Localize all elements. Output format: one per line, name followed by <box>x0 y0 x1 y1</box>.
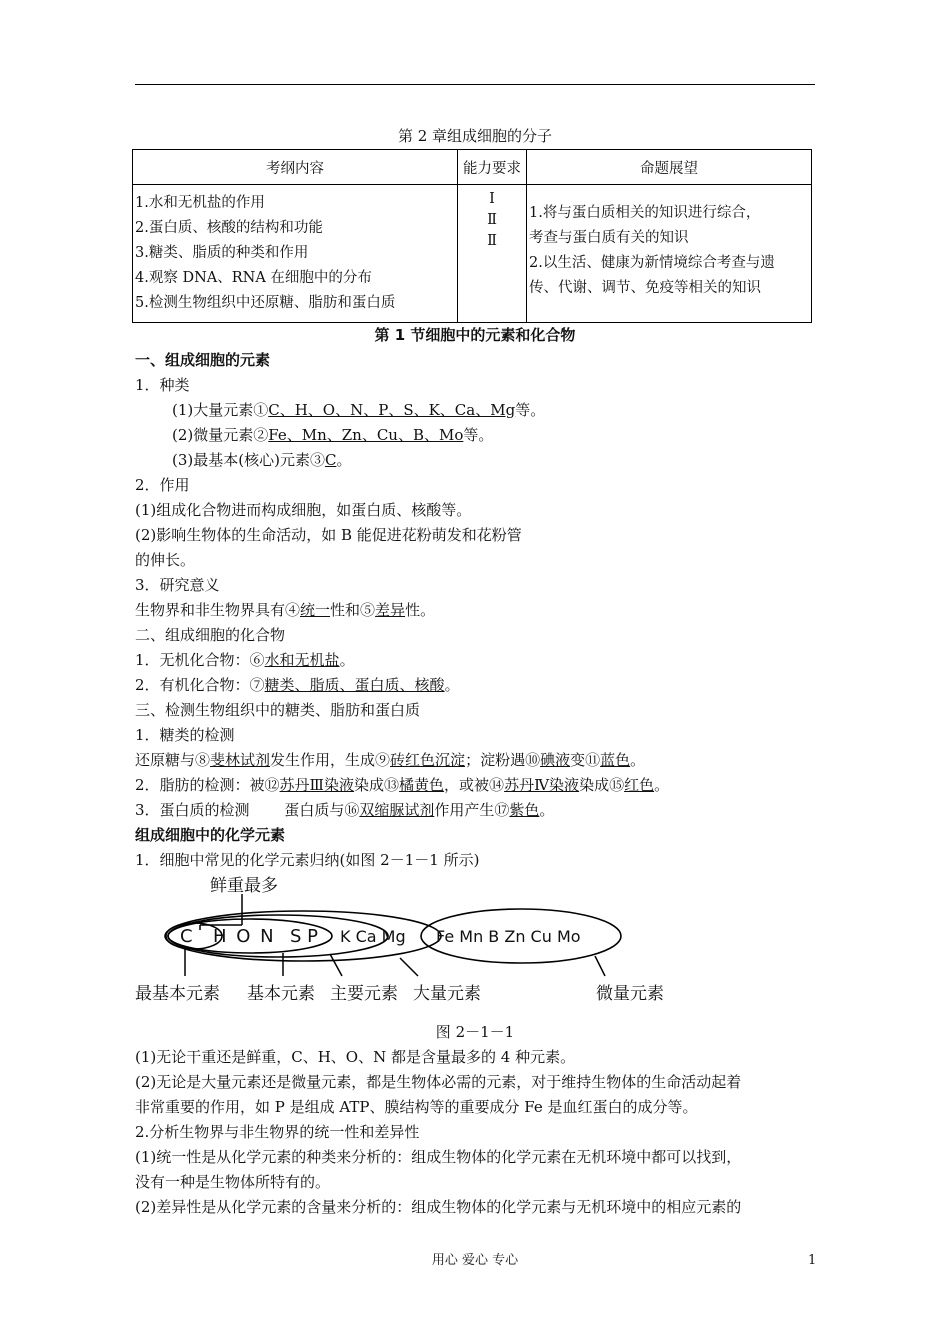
organic-line: 2．有机化合物：⑦糖类、脂质、蛋白质、核酸。 <box>135 676 460 694</box>
summary-intro: 1．细胞中常见的化学元素归纳(如图 2－1－1 所示) <box>135 851 480 869</box>
fresh-weight-label: 鲜重最多 <box>210 876 278 896</box>
biuret-answer: 双缩脲试剂 <box>359 801 435 819</box>
syllabus-table <box>132 149 812 323</box>
label-main: 主要元素 <box>330 984 398 1004</box>
syllabus-content-cell <box>133 185 458 323</box>
blue-answer: 蓝色 <box>600 751 631 769</box>
pointer-macro <box>400 958 418 976</box>
syllabus-level-cell <box>458 185 527 323</box>
label-macro: 大量元素 <box>413 984 481 1004</box>
macro-elements-answer: C、H、O、N、P、S、K、Ca、Mg <box>268 401 516 419</box>
footer-text: 用心 爱心 专心 <box>431 1253 519 1268</box>
element-c: C <box>180 926 193 947</box>
label-most-basic: 最基本元素 <box>135 984 220 1004</box>
protein-test-line: 3．蛋白质的检测 蛋白质与⑯双缩脲试剂作用产生⑰紫色。 <box>135 801 555 819</box>
figure-caption: 图 2－1－1 <box>435 1023 515 1041</box>
basic-element-answer: C <box>324 451 337 469</box>
part2-heading: 二、组成细胞的化合物 <box>135 626 286 644</box>
inorganic-answer: 水和无机盐 <box>264 651 340 669</box>
unity-answer: 统一 <box>300 601 331 619</box>
role-2a: (2)影响生物体的生命活动，如 B 能促进花粉萌发和花粉管 <box>135 526 522 544</box>
brick-red-answer: 砖红色沉淀 <box>390 751 466 769</box>
part3-heading: 三、检测生物组织中的糖类、脂肪和蛋白质 <box>135 701 421 719</box>
purple-answer: 紫色 <box>509 801 540 819</box>
note-2a: (2)无论是大量元素还是微量元素，都是生物体必需的元素，对于维持生物体的生命活动起着 <box>135 1073 742 1091</box>
syllabus-header-row <box>133 150 812 185</box>
section-2-title: 2.分析生物界与非生物界的统一性和差异性 <box>135 1123 420 1141</box>
content-item: 2.蛋白质、核酸的结构和功能 <box>135 220 323 236</box>
note-2b: 非常重要的作用，如 P 是组成 ATP、膜结构等的重要成分 Fe 是血红蛋白的成分等。 <box>135 1098 698 1116</box>
micro-elements-answer: Fe、Mn、Zn、Cu、B、Mo <box>268 426 464 444</box>
sudan4-answer: 苏丹Ⅳ染液 <box>504 776 580 794</box>
page-number: 1 <box>808 1253 817 1268</box>
basic-element-line: (3)最基本(核心)元素③C。 <box>172 451 352 469</box>
kinds-label: 1．种类 <box>135 376 190 394</box>
iodine-answer: 碘液 <box>540 751 571 769</box>
pointer-micro <box>595 956 605 976</box>
role-1: (1)组成化合物进而构成细胞，如蛋白质、核酸等。 <box>135 501 472 519</box>
note-1: (1)无论干重还是鲜重，C、H、O、N 都是含量最多的 4 种元素。 <box>135 1048 576 1066</box>
sugar-test-line: 还原糖与⑧斐林试剂发生作用，生成⑨砖红色沉淀；淀粉遇⑩碘液变⑪蓝色。 <box>135 751 646 769</box>
chapter-title: 第 2 章组成细胞的分子 <box>397 127 553 145</box>
outlook-item: 2.以生活、健康为新情境综合考查与遗 <box>529 255 775 271</box>
content-item: 1.水和无机盐的作用 <box>135 195 265 211</box>
outlook-item: 考查与蛋白质有关的知识 <box>529 230 689 246</box>
pointer-main <box>330 954 342 976</box>
element-micro-set: Fe Mn B Zn Cu Mo <box>436 927 581 946</box>
sugar-label: 1．糖类的检测 <box>135 726 235 744</box>
outlook-item: 传、代谢、调节、免疫等相关的知识 <box>529 280 761 296</box>
meaning-label: 3．研究意义 <box>135 576 220 594</box>
section-title: 第 1 节细胞中的元素和化合物 <box>374 326 576 344</box>
label-basic: 基本元素 <box>247 984 315 1004</box>
unity-1b: 没有一种是生物体所特有的。 <box>135 1173 331 1191</box>
meaning-line: 生物界和非生物界具有④统一性和⑤差异性。 <box>135 601 436 619</box>
elements-heading: 组成细胞中的化学元素 <box>135 826 286 844</box>
part1-heading: 一、组成细胞的元素 <box>135 351 271 369</box>
inorganic-line: 1．无机化合物：⑥水和无机盐。 <box>135 651 355 669</box>
header-rule <box>135 84 815 85</box>
outlook-item: 1.将与蛋白质相关的知识进行综合， <box>529 205 761 221</box>
label-micro: 微量元素 <box>596 984 664 1004</box>
content-item: 4.观察 DNA、RNA 在细胞中的分布 <box>135 270 372 286</box>
header-content: 考纲内容 <box>133 150 458 185</box>
content-item: 3.糖类、脂质的种类和作用 <box>135 245 309 261</box>
syllabus-outlook-cell <box>527 185 812 323</box>
red-answer: 红色 <box>624 776 655 794</box>
level-item: Ⅱ <box>487 212 497 228</box>
orange-answer: 橘黄色 <box>399 776 445 794</box>
fehling-answer: 斐林试剂 <box>210 751 271 769</box>
element-sp: S P <box>290 926 319 947</box>
level-item: Ⅱ <box>487 233 497 249</box>
role-label: 2．作用 <box>135 476 190 494</box>
organic-answer: 糖类、脂质、蛋白质、核酸 <box>264 676 445 694</box>
element-diagram <box>130 868 830 1008</box>
macro-elements-line: (1)大量元素①C、H、O、N、P、S、K、Ca、Mg等。 <box>172 401 546 419</box>
unity-1a: (1)统一性是从化学元素的种类来分析的：组成生物体的化学元素在无机环境中都可以找到， <box>135 1148 742 1166</box>
syllabus-body-row <box>133 185 812 323</box>
role-2b: 的伸长。 <box>135 551 196 569</box>
difference-2: (2)差异性是从化学元素的含量来分析的：组成生物体的化学元素与无机环境中的相应元素的 <box>135 1198 742 1216</box>
element-hon: H O N <box>213 926 276 947</box>
fat-test-line: 2．脂肪的检测：被⑫苏丹Ⅲ染液染成⑬橘黄色，或被⑭苏丹Ⅳ染液染成⑮红色。 <box>135 776 670 794</box>
sudan3-answer: 苏丹Ⅲ染液 <box>279 776 355 794</box>
micro-elements-line: (2)微量元素②Fe、Mn、Zn、Cu、B、Mo等。 <box>172 426 494 444</box>
element-kcamg: K Ca Mg <box>340 927 406 946</box>
difference-answer: 差异 <box>375 601 406 619</box>
content-item: 5.检测生物组织中还原糖、脂肪和蛋白质 <box>135 295 396 311</box>
header-level: 能力要求 <box>458 150 527 185</box>
header-outlook: 命题展望 <box>527 150 812 185</box>
level-item: Ⅰ <box>489 191 495 207</box>
